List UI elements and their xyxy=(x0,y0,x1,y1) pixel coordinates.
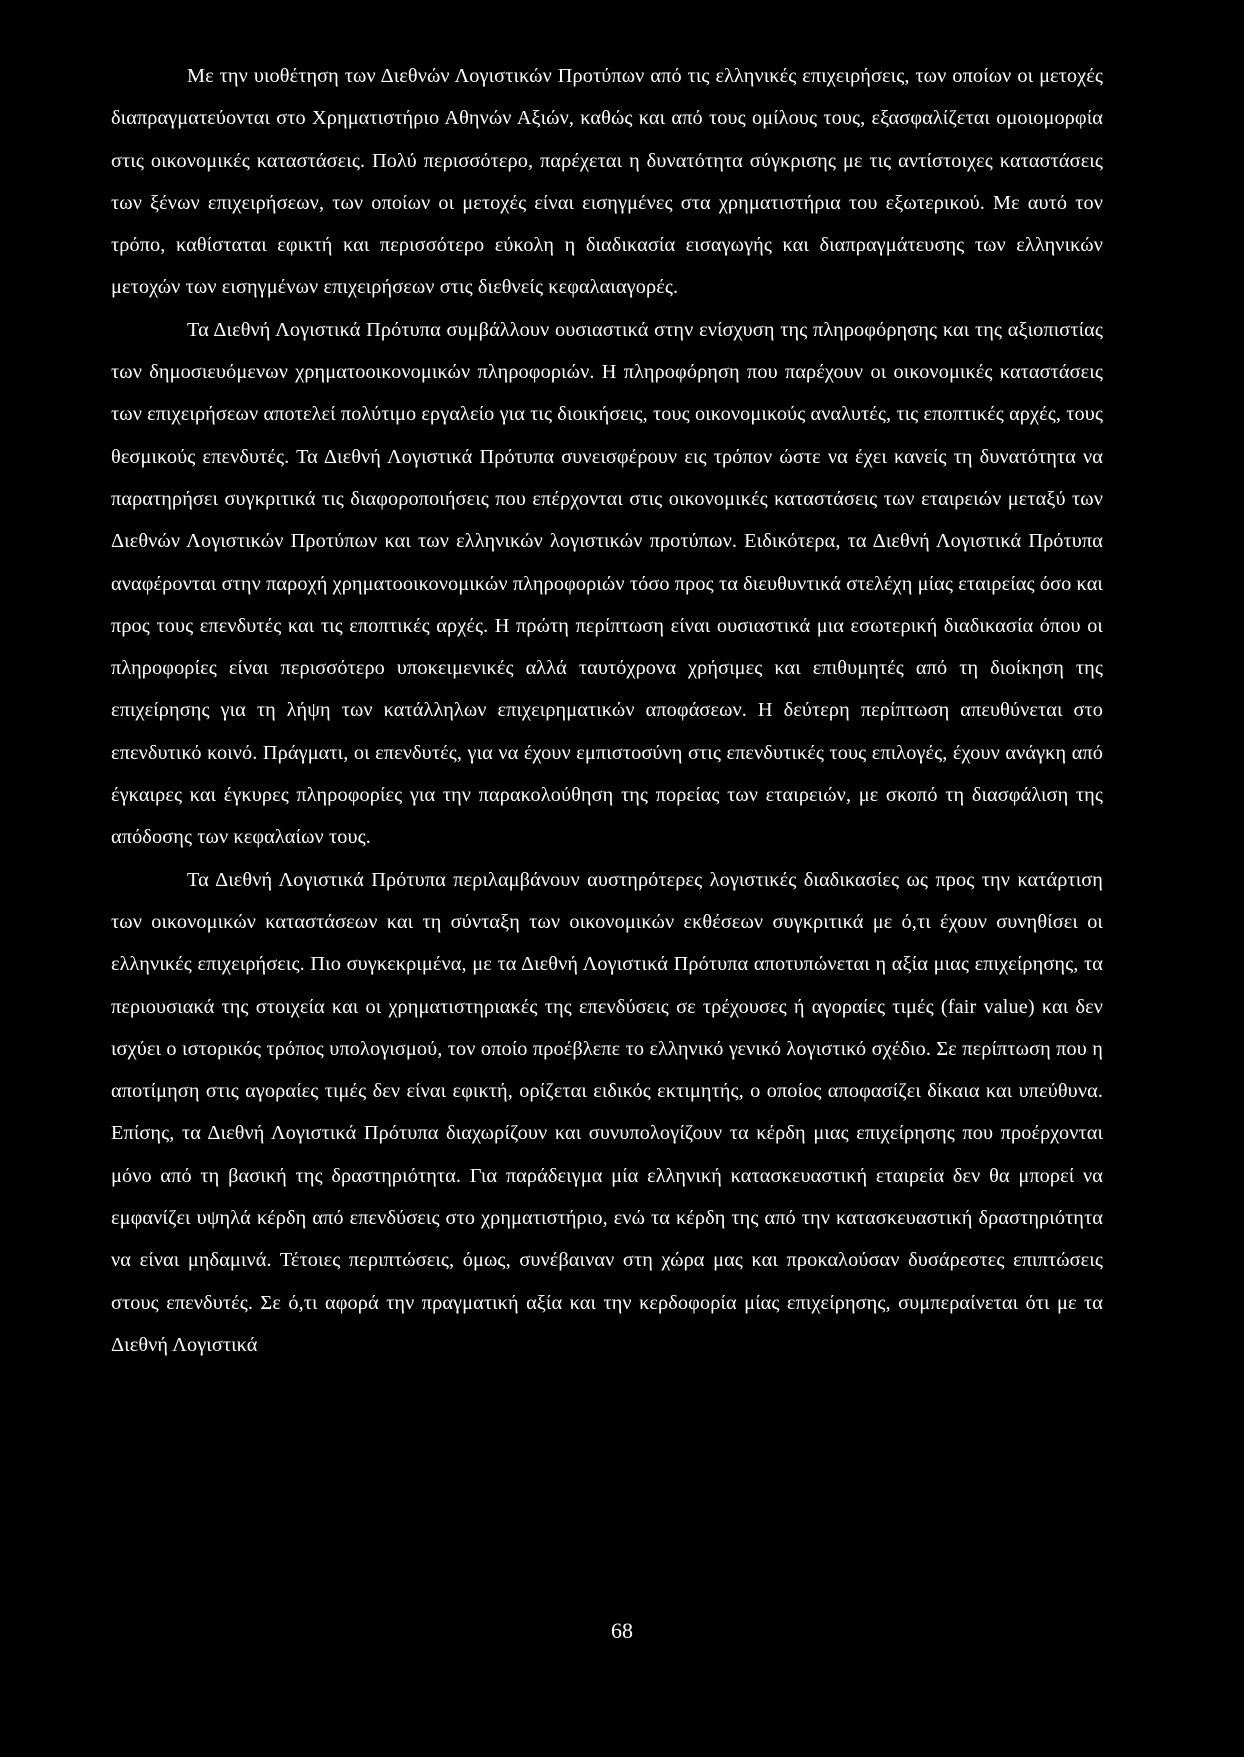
paragraph-ifrs-information: Τα Διεθνή Λογιστικά Πρότυπα συμβάλλουν ουσιαστικά στην ενίσχυση της πληροφόρησης και της αξιοπιστίας των δημοσιευόμενων χρηματοοικονομικών πληροφοριών. Η πληροφόρηση που παρέχουν οι οικονομικές καταστάσεις των επιχειρήσεων αποτελεί πολύτιμο εργαλείο για τις διοικήσεις, τους οικονομικούς αναλυτές, τις εποπτικές αρχές, τους θεσμικούς επενδυτές. Τα Διεθνή Λογιστικά Πρότυπα συνεισφέρουν εις τρόπον ώστε να έχει κανείς τη δυνατότητα να παρατηρήσει συγκριτικά τις διαφοροποιήσεις που επέρχονται στις οικονομικές καταστάσεις των εταιρειών μεταξύ των Διεθνών Λογιστικών Προτύπων και των ελληνικών λογιστικών προτύπων. Ειδικότερα, τα Διεθνή Λογιστικά Πρότυπα αναφέρονται στην παροχή χρηματοοικονομικών πληροφοριών τόσο προς τα διευθυντικά στελέχη μίας εταιρείας όσο και προς τους επενδυτές και τις εποπτικές αρχές. Η πρώτη περίπτωση είναι ουσιαστικά μια εσωτερική διαδικασία όπου οι πληροφορίες είναι περισσότερο υποκειμενικές αλλά ταυτόχρονα χρήσιμες και επιθυμητές από τη διοίκηση της επιχείρησης για τη λήψη των κατάλληλων επιχειρηματικών αποφάσεων. Η δεύτερη περίπτωση απευθύνεται στο επενδυτικό κοινό. Πράγματι, οι επενδυτές, για να έχουν εμπιστοσύνη στις επενδυτικές τους επιλογές, έχουν ανάγκη από έγκαιρες και έγκυρες πληροφορίες για την παρακολούθηση της πορείας των εταιρειών, με σκοπό τη διασφάλιση της απόδοσης των κεφαλαίων τους. xyxy=(111,318,1103,849)
paragraph-ifrs-procedures: Τα Διεθνή Λογιστικά Πρότυπα περιλαμβάνουν αυστηρότερες λογιστικές διαδικασίες ως προς την κατάρτιση των οικονομικών καταστάσεων και τη σύνταξη των οικονομικών εκθέσεων συγκριτικά με ό,τι έχουν συνηθίσει οι ελληνικές επιχειρήσεις. Πιο συγκεκριμένα, με τα Διεθνή Λογιστικά Πρότυπα αποτυπώνεται η αξία μιας επιχείρησης, τα περιουσιακά της στοιχεία και οι χρηματιστηριακές της επενδύσεις σε τρέχουσες ή αγοραίες τιμές (fair value) και δεν ισχύει ο ιστορικός τρόπος υπολογισμού, τον οποίο προέβλεπε το ελληνικό γενικό λογιστικό σχέδιο. Σε περίπτωση που η αποτίμηση στις αγοραίες τιμές δεν είναι εφικτή, ορίζεται ειδικός εκτιμητής, ο οποίος αποφασίζει δίκαια και υπεύθυνα. Επίσης, τα Διεθνή Λογιστικά Πρότυπα διαχωρίζουν και συνυπολογίζουν τα κέρδη μιας επιχείρησης που προέρχονται μόνο από τη βασική της δραστηριότητα. Για παράδειγμα μία ελληνική κατασκευαστική εταιρεία δεν θα μπορεί να εμφανίζει υψηλά κέρδη από επενδύσεις στο χρηματιστήριο, ενώ τα κέρδη της από την κατασκευαστική δραστηριότητα να είναι μηδαμινά. Τέτοιες περιπτώσεις, όμως, συνέβαιναν στη χώρα μας και προκαλούσαν δυσάρεστες επιπτώσεις στους επενδυτές. Σε ό,τι αφορά την πραγματική αξία και την κερδοφορία μίας επιχείρησης, συμπεραίνεται ότι με τα Διεθνή Λογιστικά xyxy=(111,868,1103,1356)
paragraph-ifrs-adoption: Με την υιοθέτηση των Διεθνών Λογιστικών Προτύπων από τις ελληνικές επιχειρήσεις, των οποίων οι μετοχές διαπραγματεύονται στο Χρηματιστήριο Αθηνών Αξιών, καθώς και από τους ομίλους τους, εξασφαλίζεται ομοιομορφία στις οικονομικές καταστάσεις. Πολύ περισσότερο, παρέχεται η δυνατότητα σύγκρισης με τις αντίστοιχες καταστάσεις των ξένων επιχειρήσεων, των οποίων οι μετοχές είναι εισηγμένες στα χρηματιστήρια του εξωτερικού. Με αυτό τον τρόπο, καθίσταται εφικτή και περισσότερο εύκολη η διαδικασία εισαγωγής και διαπραγμάτευσης των ελληνικών μετοχών των εισηγμένων επιχειρήσεων στις διεθνείς κεφαλαιαγορές. xyxy=(111,65,1103,299)
page-number: 68 xyxy=(611,1618,633,1643)
document-page xyxy=(111,55,1103,1366)
